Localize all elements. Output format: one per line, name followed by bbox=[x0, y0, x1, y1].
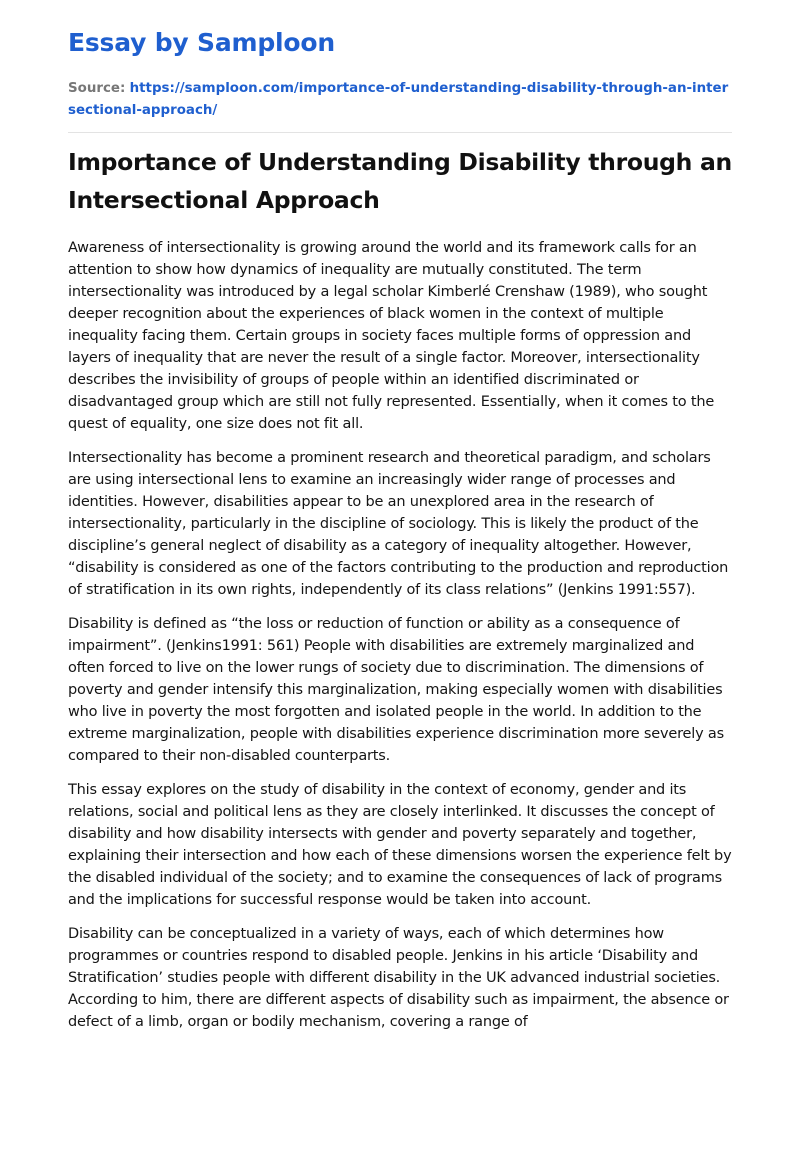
article-paragraph: This essay explores on the study of disability in the context of economy, gender and its relations, social and political lens as they are closely interlinked. It discusses the concept of disability and how disability intersects with gender and poverty separately and together, explaining their intersection and how each of these dimensions worsen the experience felt by the disabled individual of the society; and to examine the consequences of lack of programs and the implications for successful response would be taken into account. bbox=[68, 782, 732, 908]
source-line bbox=[68, 78, 732, 122]
article-paragraph: Awareness of intersectionality is growing around the world and its framework calls for an attention to show how dynamics of inequality are mutually constituted. The term intersectionality was introduced by a legal scholar Kimberlé Crenshaw (1989), who sought deeper recognition about the experiences of black women in the context of multiple inequality facing them. Certain groups in society faces multiple forms of oppression and layers of inequality that are never the result of a single factor. Moreover, intersectionality describes the invisibility of groups of people within an identified discriminated or disadvantaged group which are still not fully represented. Essentially, when it comes to the quest of equality, one size does not fit all. bbox=[68, 240, 715, 432]
header-divider bbox=[68, 132, 732, 133]
article-body bbox=[68, 237, 732, 1033]
article-paragraph: Intersectionality has become a prominent research and theoretical paradigm, and scholars are using intersectional lens to examine an increasingly wider range of processes and identities. However, disabilities appear to be an unexplored area in the research of intersectionality, particularly in the discipline of sociology. This is likely the product of the discipline’s general neglect of disability as a category of inequality altogether. However, “disability is considered as one of the factors contributing to the production and reproduction of stratification in its own rights, independently of its class relations” (Jenkins 1991:557). bbox=[68, 450, 729, 598]
source-link[interactable]: https://samploon.com/importance-of-understanding-disability-through-an-intersectional-approach/ bbox=[68, 81, 729, 118]
site-brand[interactable]: Essay by Samploon bbox=[68, 28, 335, 57]
article-title: Importance of Understanding Disability through an Intersectional Approach bbox=[68, 148, 732, 214]
article-paragraph: Disability can be conceptualized in a variety of ways, each of which determines how programmes or countries respond to disabled people. Jenkins in his article ‘Disability and Stratification’ studies people with different disability in the UK advanced industrial societies. According to him, there are different aspects of disability such as impairment, the absence or defect of a limb, organ or bodily mechanism, covering a range of bbox=[68, 926, 729, 1030]
article-paragraph: Disability is defined as “the loss or reduction of function or ability as a consequence of impairment”. (Jenkins1991: 561) People with disabilities are extremely marginalized and often forced to live on the lower rungs of society due to discrimination. The dimensions of poverty and gender intensify this marginalization, making especially women with disabilities who live in poverty the most forgotten and isolated people in the world. In addition to the extreme marginalization, people with disabilities experience discrimination more severely as compared to their non-disabled counterparts. bbox=[68, 616, 724, 764]
source-label: Source: bbox=[68, 81, 126, 96]
essay-page bbox=[68, 26, 732, 1045]
